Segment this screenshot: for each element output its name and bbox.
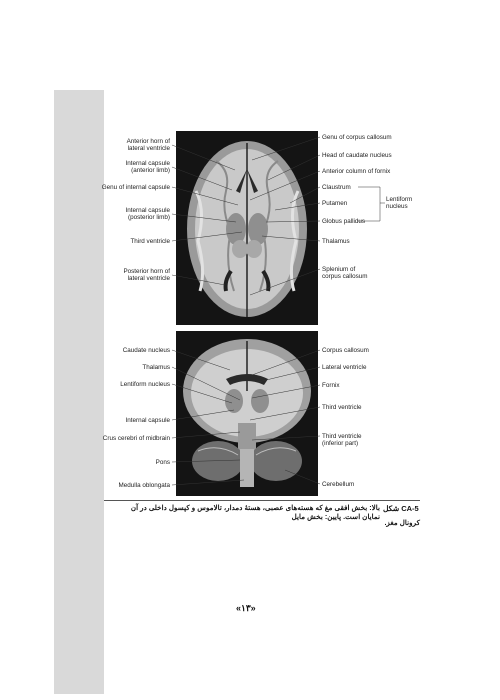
label-fornix: Fornix [322,382,340,389]
label-medulla-oblongata: Medulla oblongata [118,482,170,489]
label-internal-capsule: Internal capsule [125,417,170,424]
label-thalamus-top: Thalamus [322,238,350,245]
figure-caption: بالا: بخش افقی مغ که هسته‌های عصبی، هستهٔ دمدار، تالاموس و کپسول داخلی در آن نمایان است. پایین: بخش مایل [130,503,380,521]
label-lentiform-nucleus: Lentiform nucleus [120,381,170,388]
label-genu-corpus-callosum: Genu of corpus callosum [322,134,392,141]
label-posterior-horn: Posterior horn of lateral ventricle [123,268,170,283]
label-third-ventricle-top: Third ventricle [130,238,170,245]
label-putamen: Putamen [322,200,348,207]
label-third-ventricle-bottom: Third ventricle [322,404,362,411]
label-cerebellum: Cerebellum [322,481,355,488]
label-splenium: Splenium of corpus callosum [322,266,368,281]
label-head-caudate: Head of caudate nucleus [322,152,392,159]
figure-caption-line2: کرونال مغز. [384,518,420,527]
axial-brain-image [176,131,318,325]
label-internal-capsule-anterior: Internal capsule (anterior limb) [125,160,170,175]
label-lentiform-nucleus-bracket: Lentiform nucleus [386,196,413,211]
figure-id: شکل CA-5 [383,504,419,513]
label-pons: Pons [155,459,170,466]
label-genu-internal-capsule: Genu of internal capsule [101,184,170,191]
label-thalamus-bottom: Thalamus [142,364,170,371]
label-third-ventricle-inferior: Third ventricle (inferior part) [322,433,362,448]
label-corpus-callosum: Corpus callosum [322,347,369,354]
label-caudate-nucleus: Caudate nucleus [122,347,170,354]
label-globus-pallidus: Globus pallidus [322,218,366,225]
label-anterior-column-fornix: Anterior column of fornix [322,168,391,175]
label-internal-capsule-posterior: Internal capsule (posterior limb) [125,207,170,222]
coronal-brain-image [176,331,318,496]
label-anterior-horn: Anterior horn of lateral ventricle [126,138,170,153]
page-margin-band [54,90,104,694]
page-number: «۱۳» [236,603,256,613]
label-crus-cerebri: Crus cerebri of midbrain [102,435,170,442]
caption-rule [104,500,420,501]
label-lateral-ventricle: Lateral ventricle [322,364,367,371]
label-claustrum: Claustrum [322,184,351,191]
